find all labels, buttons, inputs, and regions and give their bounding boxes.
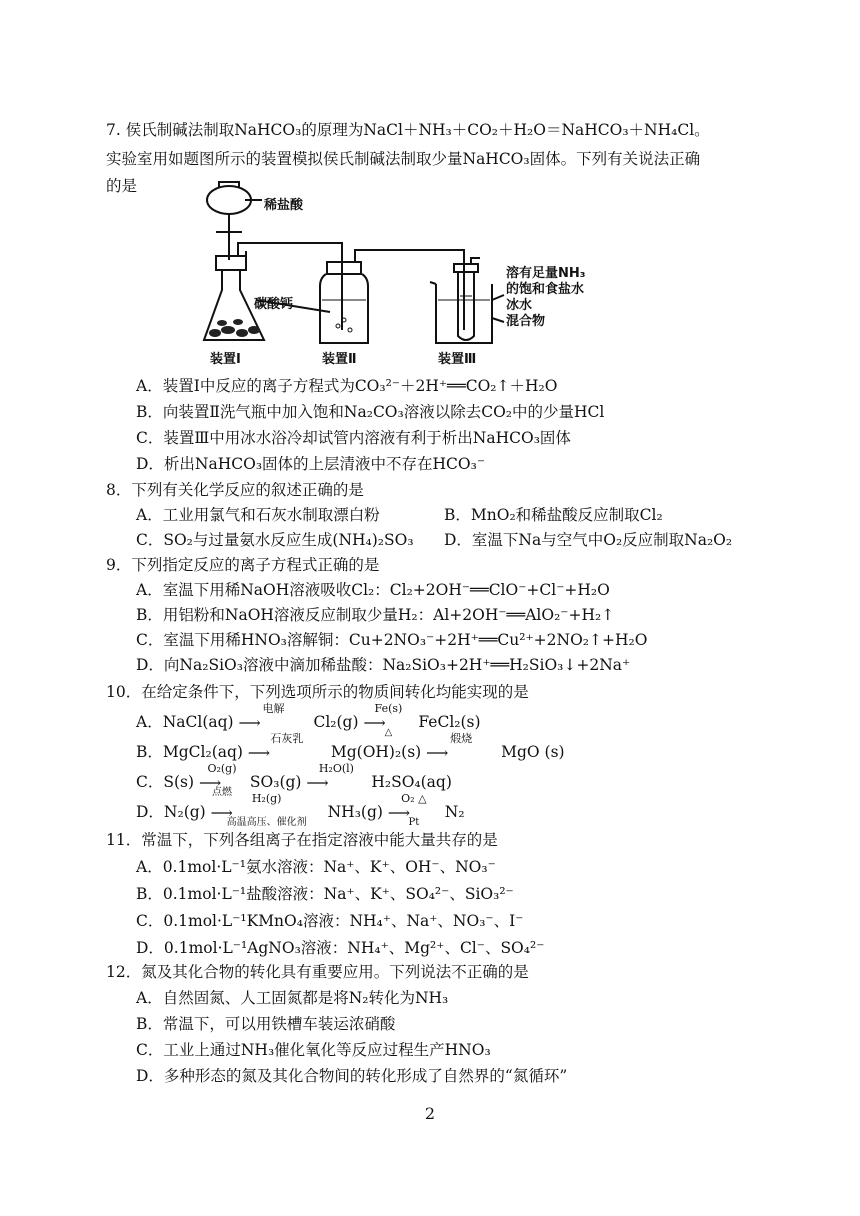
q10-d-cond2: O₂ △ (401, 792, 427, 805)
arrow-icon: 电解 ⟶ (239, 713, 309, 733)
label-dilute-acid: 稀盐酸 (264, 198, 304, 213)
q10-b-product: MgO (s) (501, 743, 565, 761)
q12-option-b: B．常温下，可以用铁槽车装运浓硝酸 (136, 1015, 396, 1033)
arrow-icon: 石灰乳 ⟶ (248, 743, 326, 763)
q8-stem: 8．下列有关化学反应的叙述正确的是 (106, 481, 364, 499)
q10-a-cond2b: △ (384, 727, 393, 738)
label-calcium-carbonate: 碳酸钙 (254, 297, 294, 312)
q10-c-intermediate: SO₃(g) (249, 773, 302, 791)
arrow-icon: O₂ △ ⟶ Pt (388, 803, 440, 823)
q11-stem: 11．常温下，下列各组离子在指定溶液中能大量共存的是 (106, 831, 498, 849)
q7-option-b: B．向装置Ⅱ洗气瓶中加入饱和Na₂CO₃溶液以除去CO₂中的少量HCl (136, 403, 605, 421)
arrow-icon: H₂O(l) ⟶ (306, 773, 366, 793)
q11-option-d: D．0.1mol·L⁻¹AgNO₃溶液：NH₄⁺、Mg²⁺、Cl⁻、SO₄²⁻ (136, 939, 545, 957)
q7-stem-line3: 的是 (106, 177, 138, 195)
q7-stem-line2: 实验室用如题图所示的装置模拟侯氏制碱法制取少量NaHCO₃固体。下列有关说法正确 (106, 150, 701, 168)
label-solution-line1: 溶有足量NH₃ (506, 266, 586, 281)
label-device-2: 装置Ⅱ (322, 352, 357, 367)
q10-d-intermediate: NH₃(g) (327, 803, 383, 821)
arrow-icon: 煅烧 ⟶ (426, 743, 496, 763)
q10-d-reactant: D．N₂(g) (136, 803, 206, 821)
q10-c-product: H₂SO₄(aq) (371, 773, 452, 791)
arrow-icon: Fe(s) ⟶ △ (363, 713, 413, 733)
q11-option-b: B．0.1mol·L⁻¹盐酸溶液：Na⁺、K⁺、SO₄²⁻、SiO₃²⁻ (136, 885, 514, 903)
label-ice-line2: 混合物 (506, 314, 546, 329)
q10-c-cond1b: 点燃 (211, 787, 232, 798)
q10-d-cond1: H₂(g) (251, 792, 282, 805)
q11-option-c: C．0.1mol·L⁻¹KMnO₄溶液：NH₄⁺、Na⁺、NO₃⁻、I⁻ (136, 912, 524, 930)
q10-a-intermediate: Cl₂(g) (313, 713, 359, 731)
apparatus-drawing (0, 0, 860, 380)
q8-option-a: A．工业用氯气和石灰水制取漂白粉 (136, 506, 380, 524)
q10-b-reactant: B．MgCl₂(aq) (136, 743, 243, 761)
page-number: 2 (424, 1104, 436, 1123)
q7-stem-line1: 7. 侯氏制碱法制取NaHCO₃的原理为NaCl＋NH₃＋CO₂＋H₂O＝NaHCO₃＋NH₄Cl。 (106, 121, 710, 139)
q9-option-c: C．室温下用稀HNO₃溶解铜：Cu+2NO₃⁻+2H⁺══Cu²⁺+2NO₂↑+H₂O (136, 631, 648, 649)
q12-option-d: D．多种形态的氮及其化合物间的转化形成了自然界的“氮循环” (136, 1067, 568, 1085)
q10-d-cond2b: Pt (408, 817, 420, 828)
arrow-icon: O₂(g) ⟶ 点燃 (199, 773, 245, 793)
q10-c-cond2: H₂O(l) (318, 762, 354, 775)
q12-stem: 12．氮及其化合物的转化具有重要应用。下列说法不正确的是 (106, 963, 529, 981)
label-device-1: 装置Ⅰ (210, 352, 241, 367)
q10-d-cond1b: 高温高压、催化剂 (226, 817, 307, 828)
q10-stem: 10．在给定条件下，下列选项所示的物质间转化均能实现的是 (106, 683, 529, 701)
q7-option-c: C．装置Ⅲ中用冰水浴冷却试管内溶液有利于析出NaHCO₃固体 (136, 429, 571, 447)
q10-a-cond1: 电解 (262, 702, 285, 715)
q8-option-c: C．SO₂与过量氨水反应生成(NH₄)₂SO₃ (136, 531, 414, 549)
q8-option-d: D．室温下Na与空气中O₂反应制取Na₂O₂ (444, 531, 733, 549)
q9-option-a: A．室温下用稀NaOH溶液吸收Cl₂：Cl₂+2OH⁻══ClO⁻+Cl⁻+H₂O (136, 581, 610, 599)
q9-stem: 9．下列指定反应的离子方程式正确的是 (106, 556, 380, 574)
q11-option-a: A．0.1mol·L⁻¹氨水溶液：Na⁺、K⁺、OH⁻、NO₃⁻ (136, 858, 496, 876)
q7-option-a: A．装置Ⅰ中反应的离子方程式为CO₃²⁻＋2H⁺══CO₂↑＋H₂O (136, 377, 558, 395)
q12-option-c: C．工业上通过NH₃催化氧化等反应过程生产HNO₃ (136, 1041, 491, 1059)
q10-b-cond1: 石灰乳 (270, 732, 304, 745)
q10-b-cond2: 煅烧 (450, 732, 473, 745)
q9-option-d: D．向Na₂SiO₃溶液中滴加稀盐酸：Na₂SiO₃+2H⁺══H₂SiO₃↓+2Na⁺ (136, 656, 631, 674)
q10-c-cond1: O₂(g) (207, 762, 237, 775)
q12-option-a: A．自然固氮、人工固氮都是将N₂转化为NH₃ (136, 989, 449, 1007)
label-ice-line1: 冰水 (506, 298, 533, 313)
label-device-3: 装置Ⅲ (438, 352, 477, 367)
q8-option-b: B．MnO₂和稀盐酸反应制取Cl₂ (444, 506, 663, 524)
q10-a-reactant: A．NaCl(aq) (136, 713, 234, 731)
arrow-icon: H₂(g) ⟶ 高温高压、催化剂 (211, 803, 323, 823)
q10-a-cond2: Fe(s) (374, 702, 403, 715)
q10-b-intermediate: Mg(OH)₂(s) (330, 743, 422, 761)
q10-a-product: FeCl₂(s) (418, 713, 481, 731)
q9-option-b: B．用铝粉和NaOH溶液反应制取少量H₂：Al+2OH⁻══AlO₂⁻+H₂↑ (136, 606, 615, 624)
q10-c-reactant: C．S(s) (136, 773, 195, 791)
label-solution-line2: 的饱和食盐水 (506, 282, 585, 297)
q10-d-product: N₂ (444, 803, 465, 821)
q7-option-d: D．析出NaHCO₃固体的上层清液中不存在HCO₃⁻ (136, 455, 486, 473)
